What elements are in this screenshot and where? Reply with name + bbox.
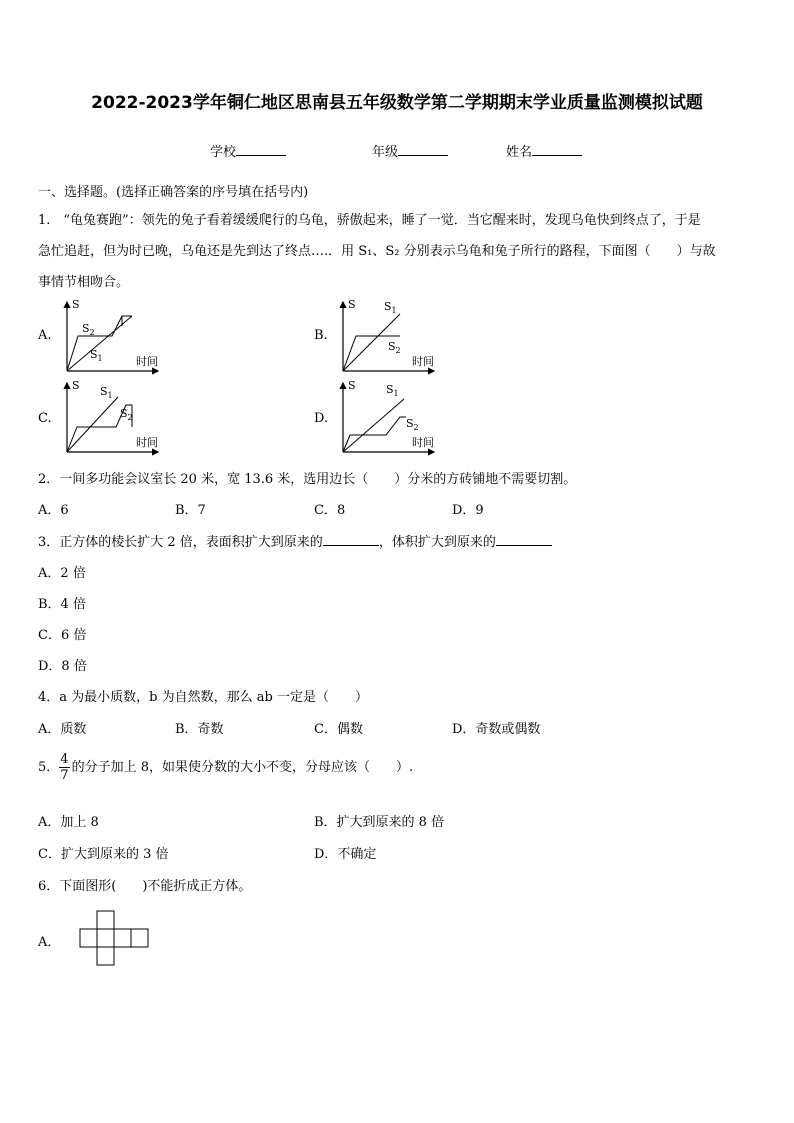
- q5-option-a[interactable]: A．加上 8: [38, 815, 99, 830]
- q5-option-d[interactable]: D．不确定: [314, 847, 377, 862]
- q1-line3: 事情节相吻合。: [38, 275, 130, 290]
- s2-label: $S_2$: [120, 407, 133, 422]
- grade-label: 年级: [372, 145, 399, 160]
- q1-graph-c[interactable]: [60, 377, 170, 459]
- q5-stem: [38, 752, 413, 783]
- q5-stem-text: 的分子加上 8，如果使分数的大小不变，分母应该（ ）.: [71, 760, 414, 775]
- s1-label: $S_1$: [90, 348, 103, 363]
- q2-option-c[interactable]: C．8: [314, 503, 346, 518]
- net-square: [97, 911, 114, 929]
- s2-line: [343, 417, 406, 452]
- axis-x-label: 时间: [136, 436, 158, 449]
- q1-option-d-label[interactable]: D.: [314, 411, 329, 426]
- s1-label: $S_1$: [386, 383, 399, 398]
- axis-y-label: S: [348, 379, 356, 392]
- q4-option-c[interactable]: C．偶数: [314, 722, 363, 737]
- q1-option-c-label[interactable]: C.: [38, 411, 52, 426]
- q3-blank-2[interactable]: [496, 531, 552, 546]
- q1-graph-a[interactable]: [60, 296, 170, 378]
- q4-option-b[interactable]: B．奇数: [175, 722, 224, 737]
- cube-net-a[interactable]: [78, 909, 152, 971]
- net-square: [131, 929, 148, 947]
- q3-stem-part-b: ，体积扩大到原来的: [378, 535, 496, 550]
- q1-line1: 1. “龟兔赛跑”：领先的兔子看着缓缓爬行的乌龟，骄傲起来，睡了一觉．当它醒来时，发现乌龟快到终点了，于是: [38, 213, 701, 228]
- section-heading: 一、选择题。(选择正确答案的序号填在括号内): [38, 185, 309, 200]
- grade-field: [372, 141, 448, 160]
- q3-option-b[interactable]: B．4 倍: [38, 597, 86, 612]
- q5-option-b[interactable]: B．扩大到原来的 8 倍: [314, 815, 445, 830]
- net-square: [114, 929, 131, 947]
- school-blank[interactable]: [236, 141, 286, 156]
- grade-blank[interactable]: [398, 141, 448, 156]
- s1-label: $S_1$: [384, 300, 397, 315]
- q3-stem: [38, 531, 552, 550]
- s2-label: $S_2$: [388, 340, 401, 355]
- name-field: [506, 141, 582, 160]
- s1-label: $S_1$: [100, 385, 113, 400]
- s2-label: $S_2$: [82, 322, 95, 337]
- q3-option-a[interactable]: A．2 倍: [38, 566, 86, 581]
- s1-line: [67, 397, 118, 452]
- net-square: [97, 947, 114, 965]
- axis-y-label: S: [348, 298, 356, 311]
- axis-x-label: 时间: [412, 436, 434, 449]
- school-field: [210, 141, 286, 160]
- q4-option-d[interactable]: D．奇数或偶数: [452, 722, 541, 737]
- axis-x-label: 时间: [412, 355, 434, 368]
- q1-option-b-label[interactable]: B.: [314, 328, 328, 343]
- q2-stem: 2．一间多功能会议室长 20 米，宽 13.6 米，选用边长（ ）分米的方砖铺地不需要切割。: [38, 472, 577, 487]
- q3-option-d[interactable]: D．8 倍: [38, 659, 87, 674]
- q5-option-c[interactable]: C．扩大到原来的 3 倍: [38, 847, 169, 862]
- name-blank[interactable]: [532, 141, 582, 156]
- q2-option-d[interactable]: D．9: [452, 503, 484, 518]
- q2-option-a[interactable]: A．6: [38, 503, 69, 518]
- fraction: [59, 752, 69, 783]
- q2-option-b[interactable]: B．7: [175, 503, 206, 518]
- q4-stem: 4．a 为最小质数，b 为自然数，那么 ab 一定是（ ）: [38, 690, 368, 705]
- axis-x-label: 时间: [136, 355, 158, 368]
- q6-option-a-label[interactable]: A．: [38, 935, 61, 950]
- fraction-denominator: 7: [60, 768, 69, 783]
- q1-option-a-label[interactable]: A.: [38, 328, 52, 343]
- q6-stem: 6．下面图形( )不能折成正方体。: [38, 879, 252, 894]
- q1-graph-b[interactable]: [336, 296, 446, 378]
- q1-graph-d[interactable]: [336, 377, 446, 459]
- net-square: [97, 929, 114, 947]
- page-title: 2022-2023学年铜仁地区思南县五年级数学第二学期期末学业质量监测模拟试题: [91, 93, 703, 113]
- q3-blank-1[interactable]: [323, 531, 379, 546]
- q3-stem-part-a: 3．正方体的棱长扩大 2 倍，表面积扩大到原来的: [38, 535, 323, 550]
- axis-y-label: S: [72, 379, 80, 392]
- q4-option-a[interactable]: A．质数: [38, 722, 87, 737]
- s1-line: [343, 399, 404, 452]
- name-label: 姓名: [506, 145, 533, 160]
- fraction-numerator: 4: [60, 752, 69, 767]
- school-label: 学校: [210, 145, 237, 160]
- q5-prefix: 5．: [38, 760, 60, 775]
- q1-line2: 急忙追赶，但为时已晚，乌龟还是先到达了终点….．用 S₁、S₂ 分别表示乌龟和兔子所行的路程，下面图（ ）与故: [38, 244, 716, 259]
- q3-option-c[interactable]: C．6 倍: [38, 628, 87, 643]
- net-square: [80, 929, 97, 947]
- axis-y-label: S: [72, 298, 80, 311]
- s2-label: $S_2$: [406, 417, 419, 432]
